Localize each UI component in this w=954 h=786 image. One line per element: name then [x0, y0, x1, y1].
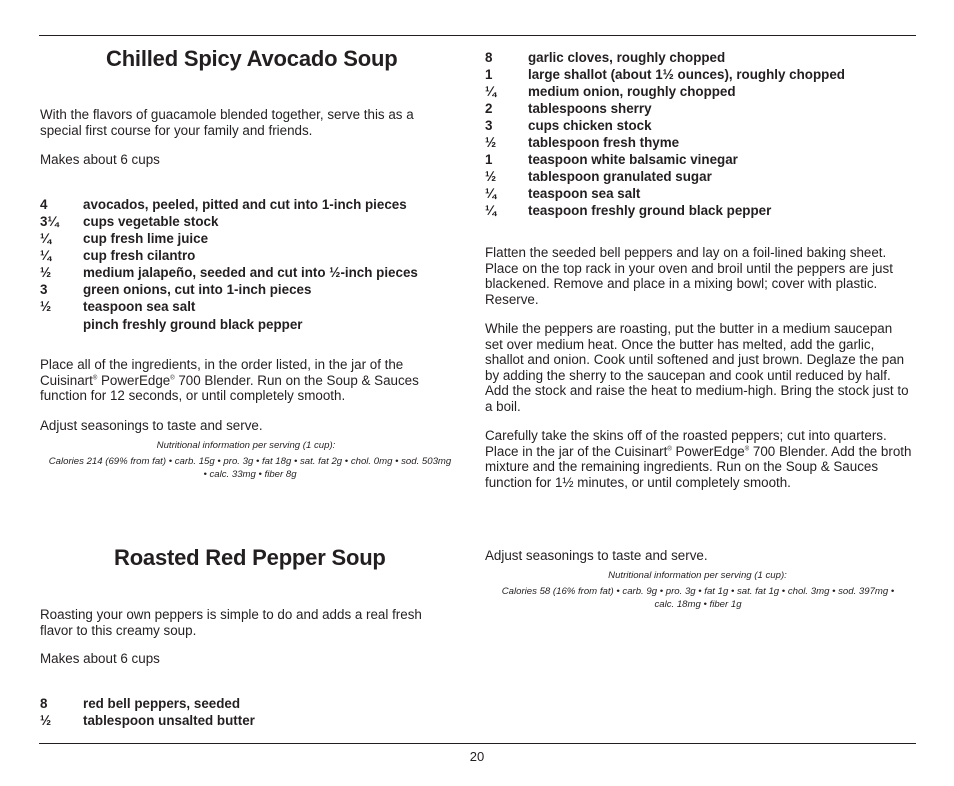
ingredient-row: 3¼ cups vegetable stock [40, 214, 219, 229]
ingredient-row: ¼ medium onion, roughly chopped [485, 84, 736, 99]
avocado-ingredient-list [40, 196, 418, 333]
pepper-step-2: While the peppers are roasting, put the butter in a medium saucepan set over medium heat. Once the butter has melted, add the garlic, shallot and onion. Cook until softened and just brown. Deglaze the pan by adding the sherry to the saucepan and cook until reduced by half. Add the stock and raise the heat to medium-high. Bring the stock just to a boil. [485, 321, 909, 414]
ingredient-row: 4 avocados, peeled, pitted and cut into 1-inch pieces [40, 197, 407, 212]
pepper-yield: Makes about 6 cups [40, 651, 160, 666]
ingredient-row: 3 green onions, cut into 1-inch pieces [40, 282, 312, 297]
ingredient-row: 1 teaspoon white balsamic vinegar [485, 152, 738, 167]
avocado-nutrition-heading: Nutritional information per serving (1 cup): [156, 440, 336, 451]
avocado-yield: Makes about 6 cups [40, 152, 160, 167]
left-column [40, 0, 452, 743]
page-number: 20 [469, 749, 485, 764]
avocado-step-1: Place all of the ingredients, in the order listed, in the jar of the Cuisinart® PowerEdge® 700 Blender. Run on the Soup & Sauces function for 12 seconds, or until completely smooth. [40, 357, 419, 404]
ingredient-row: ¼ cup fresh lime juice [40, 231, 209, 246]
ingredient-row: ¼ teaspoon freshly ground black pepper [485, 203, 772, 218]
pepper-step-3: Carefully take the skins off of the roasted peppers; cut into quarters. Place in the jar of the Cuisinart® PowerEdge® 700 Blender. Add the broth mixture and the remaining ingredients. Run on the Soup & Sauces function for 1½ minutes, or until completely smooth. [485, 428, 912, 490]
ingredient-row: 3 cups chicken stock [485, 118, 652, 133]
ingredient-row: ½ tablespoon granulated sugar [485, 169, 712, 184]
registered-mark: ® [92, 375, 98, 382]
right-column [485, 0, 917, 743]
pepper-ingredient-list-right [485, 49, 845, 219]
avocado-soup-title: Chilled Spicy Avocado Soup [106, 46, 398, 71]
pepper-soup-title: Roasted Red Pepper Soup [114, 545, 386, 570]
pepper-nutrition-facts: Calories 58 (16% from fat) • carb. 9g • pro. 3g • fat 1g • sat. fat 1g • chol. 3mg • sod. 397mg • calc. 18mg • fiber 1g [501, 586, 895, 610]
ingredient-row: pinch freshly ground black pepper [83, 317, 303, 332]
ingredient-row: 8 garlic cloves, roughly chopped [485, 50, 726, 65]
ingredient-row: ½ medium jalapeño, seeded and cut into ½-inch pieces [40, 265, 418, 280]
ingredient-row: ½ teaspoon sea salt [40, 299, 196, 314]
pepper-intro: Roasting your own peppers is simple to do and adds a real fresh flavor to this creamy soup. [40, 607, 422, 638]
avocado-intro: With the flavors of guacamole blended together, serve this as a special first course for your family and friends. [40, 107, 414, 138]
pepper-step-1: Flatten the seeded bell peppers and lay on a foil-lined baking sheet. Place on the top rack in your oven and broil until the peppers are just blackened. Remove and place in a mixing bowl; cover with plastic. Reserve. [485, 245, 893, 307]
ingredient-row: ½ tablespoon fresh thyme [485, 135, 680, 150]
ingredient-row: 1 large shallot (about 1½ ounces), roughly chopped [485, 67, 845, 82]
ingredient-row: 2 tablespoons sherry [485, 101, 652, 116]
ingredient-row: 8 red bell peppers, seeded [40, 696, 241, 711]
bottom-rule [39, 743, 916, 744]
avocado-nutrition-facts: Calories 214 (69% from fat) • carb. 15g • pro. 3g • fat 18g • sat. fat 2g • chol. 0mg • sod. 503mg • calc. 33mg • fiber 8g [48, 456, 452, 480]
pepper-ingredient-list-left [40, 695, 255, 729]
registered-mark: ® [744, 446, 750, 453]
registered-mark: ® [170, 375, 175, 382]
ingredient-row: ½ tablespoon unsalted butter [40, 713, 255, 728]
avocado-step-2: Adjust seasonings to taste and serve. [40, 418, 263, 433]
ingredient-row: ¼ teaspoon sea salt [485, 186, 641, 201]
ingredient-row: ¼ cup fresh cilantro [40, 248, 196, 263]
registered-mark: ® [667, 446, 672, 453]
pepper-step-4: Adjust seasonings to taste and serve. [485, 548, 708, 563]
pepper-nutrition-heading: Nutritional information per serving (1 cup): [608, 570, 787, 581]
